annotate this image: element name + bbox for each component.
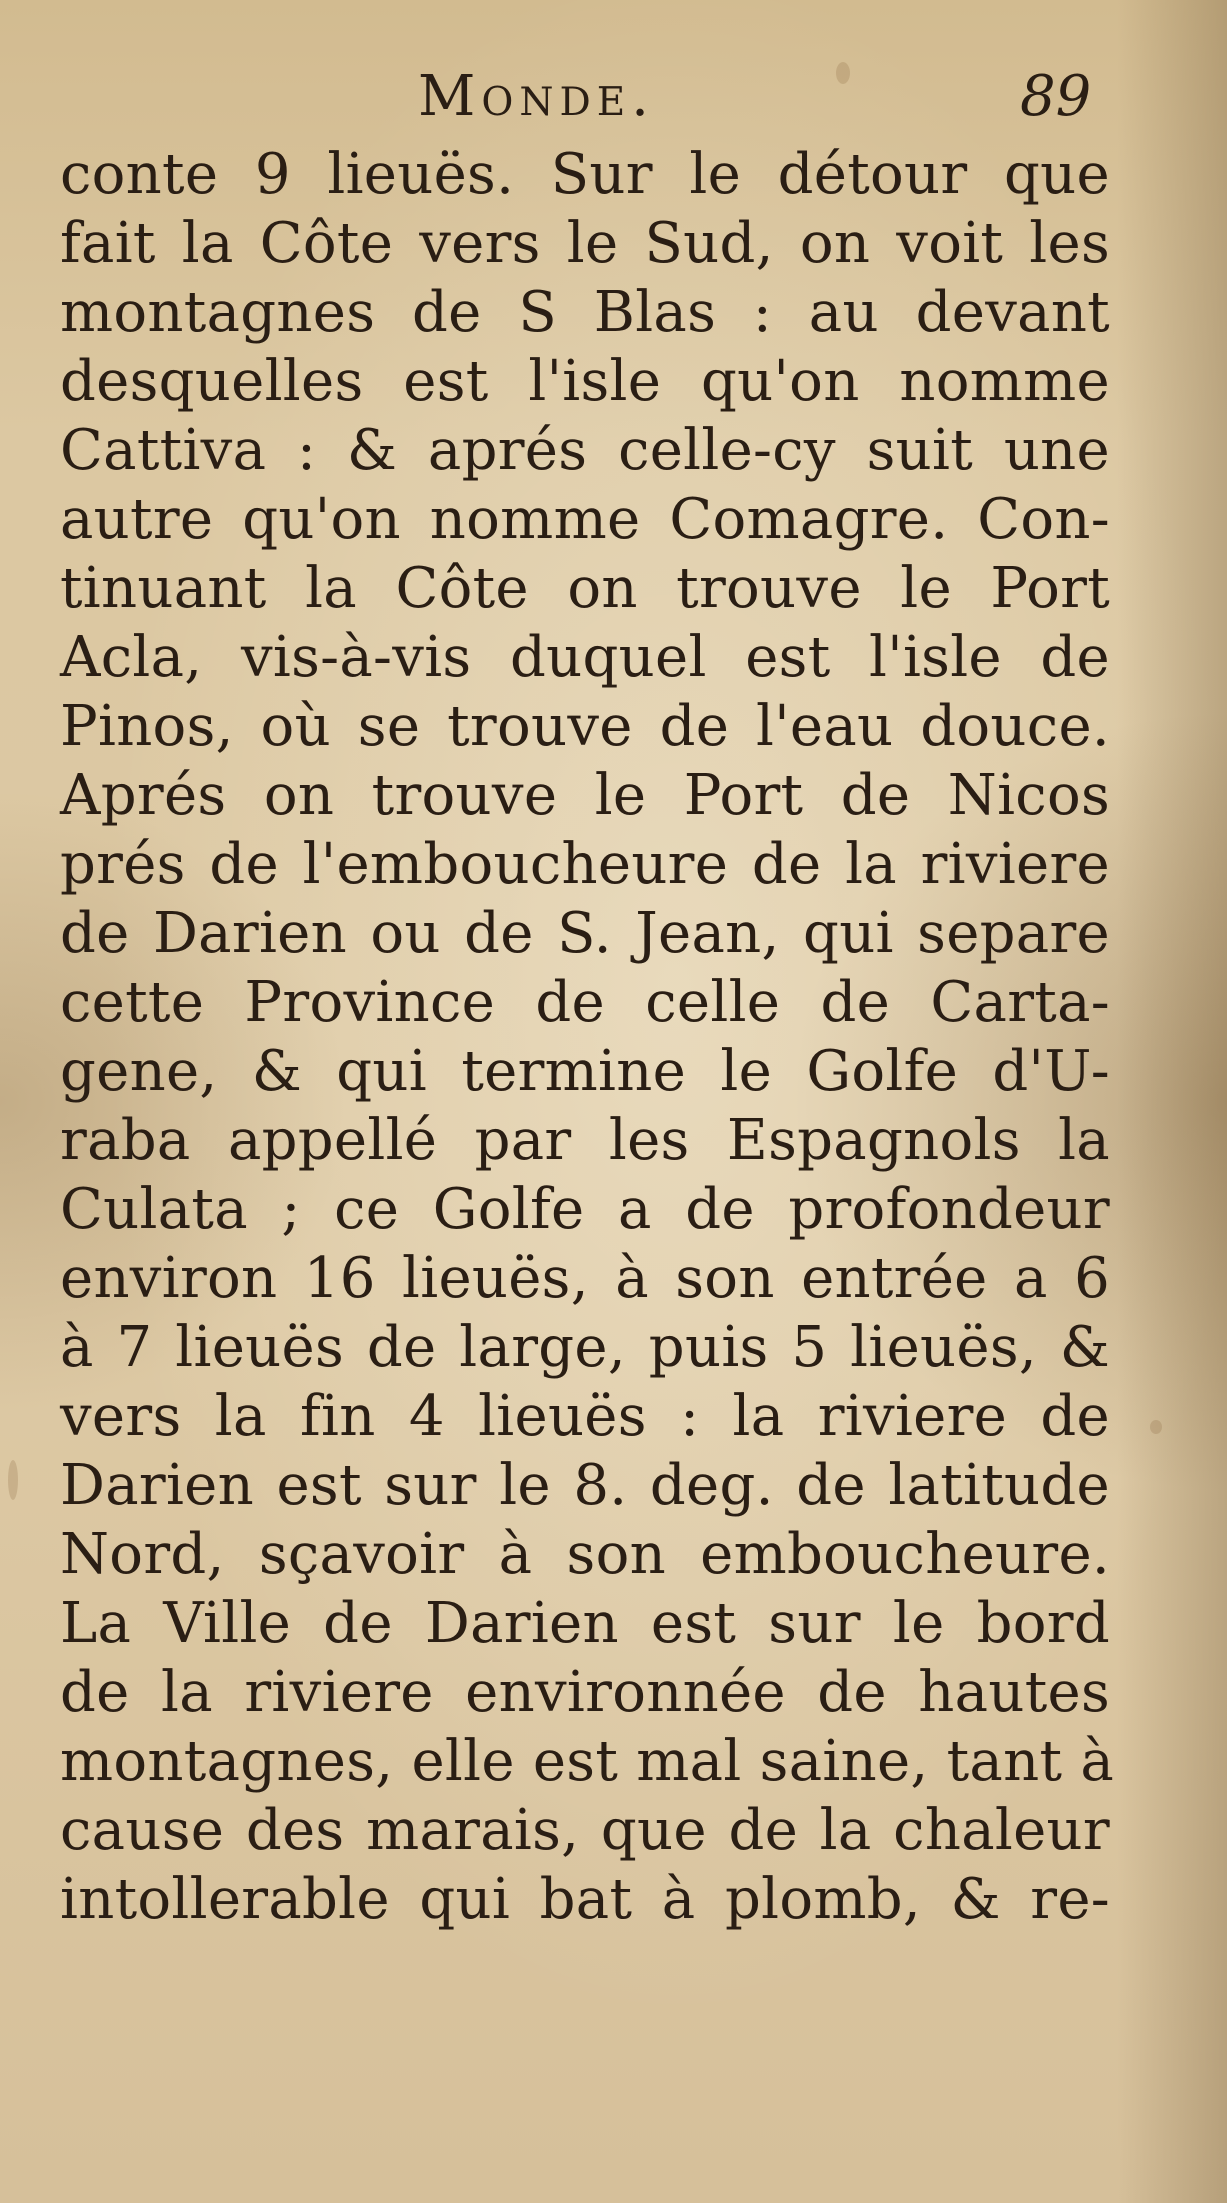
text-line: Culata ; ce Golfe a de profondeur	[60, 1177, 1110, 1242]
text-line: montagnes de S Blas : au devant	[60, 280, 1110, 345]
text-line: cette Province de celle de Carta-	[60, 970, 1110, 1035]
text-line: conte 9 lieuës. Sur le détour que	[60, 142, 1110, 207]
text-line: cause des marais, que de la chaleur	[60, 1798, 1110, 1863]
text-line: Darien est sur le 8. deg. de latitude	[60, 1453, 1110, 1518]
body-text	[60, 140, 1115, 1934]
text-line: Pinos, où se trouve de l'eau douce.	[60, 694, 1110, 759]
page-number: 89	[1020, 64, 1092, 129]
text-line: La Ville de Darien est sur le bord	[60, 1591, 1110, 1656]
text-line: Cattiva : & aprés celle-cy suit une	[60, 418, 1110, 483]
text-line: de Darien ou de S. Jean, qui separe	[60, 901, 1110, 966]
text-line: fait la Côte vers le Sud, on voit les	[60, 211, 1110, 276]
foxing-spot	[8, 1460, 18, 1500]
text-line: tinuant la Côte on trouve le Port	[60, 556, 1110, 621]
text-line: de la riviere environnée de hautes	[60, 1660, 1110, 1725]
text-line: autre qu'on nomme Comagre. Con-	[60, 487, 1110, 552]
text-line: prés de l'emboucheure de la riviere	[60, 832, 1110, 897]
page-header	[0, 60, 1227, 140]
running-head: Monde.	[418, 64, 655, 129]
text-line: raba appellé par les Espagnols la	[60, 1108, 1110, 1173]
text-line: Acla, vis-à-vis duquel est l'isle de	[60, 625, 1110, 690]
text-line: Nord, sçavoir à son emboucheure.	[60, 1522, 1110, 1587]
text-line: gene, & qui termine le Golfe d'U-	[60, 1039, 1110, 1104]
text-line: desquelles est l'isle qu'on nomme	[60, 349, 1110, 414]
text-line: intollerable qui bat à plomb, & re-	[60, 1867, 1110, 1932]
text-line: à 7 lieuës de large, puis 5 lieuës, &	[60, 1315, 1110, 1380]
text-line: montagnes, elle est mal saine, tant à	[60, 1729, 1115, 1794]
text-line: vers la fin 4 lieuës : la riviere de	[60, 1384, 1110, 1449]
text-line: environ 16 lieuës, à son entrée a 6	[60, 1246, 1110, 1311]
text-line: Aprés on trouve le Port de Nicos	[60, 763, 1110, 828]
page-edge-shadow	[1117, 0, 1227, 2203]
foxing-spot	[1150, 1420, 1162, 1434]
